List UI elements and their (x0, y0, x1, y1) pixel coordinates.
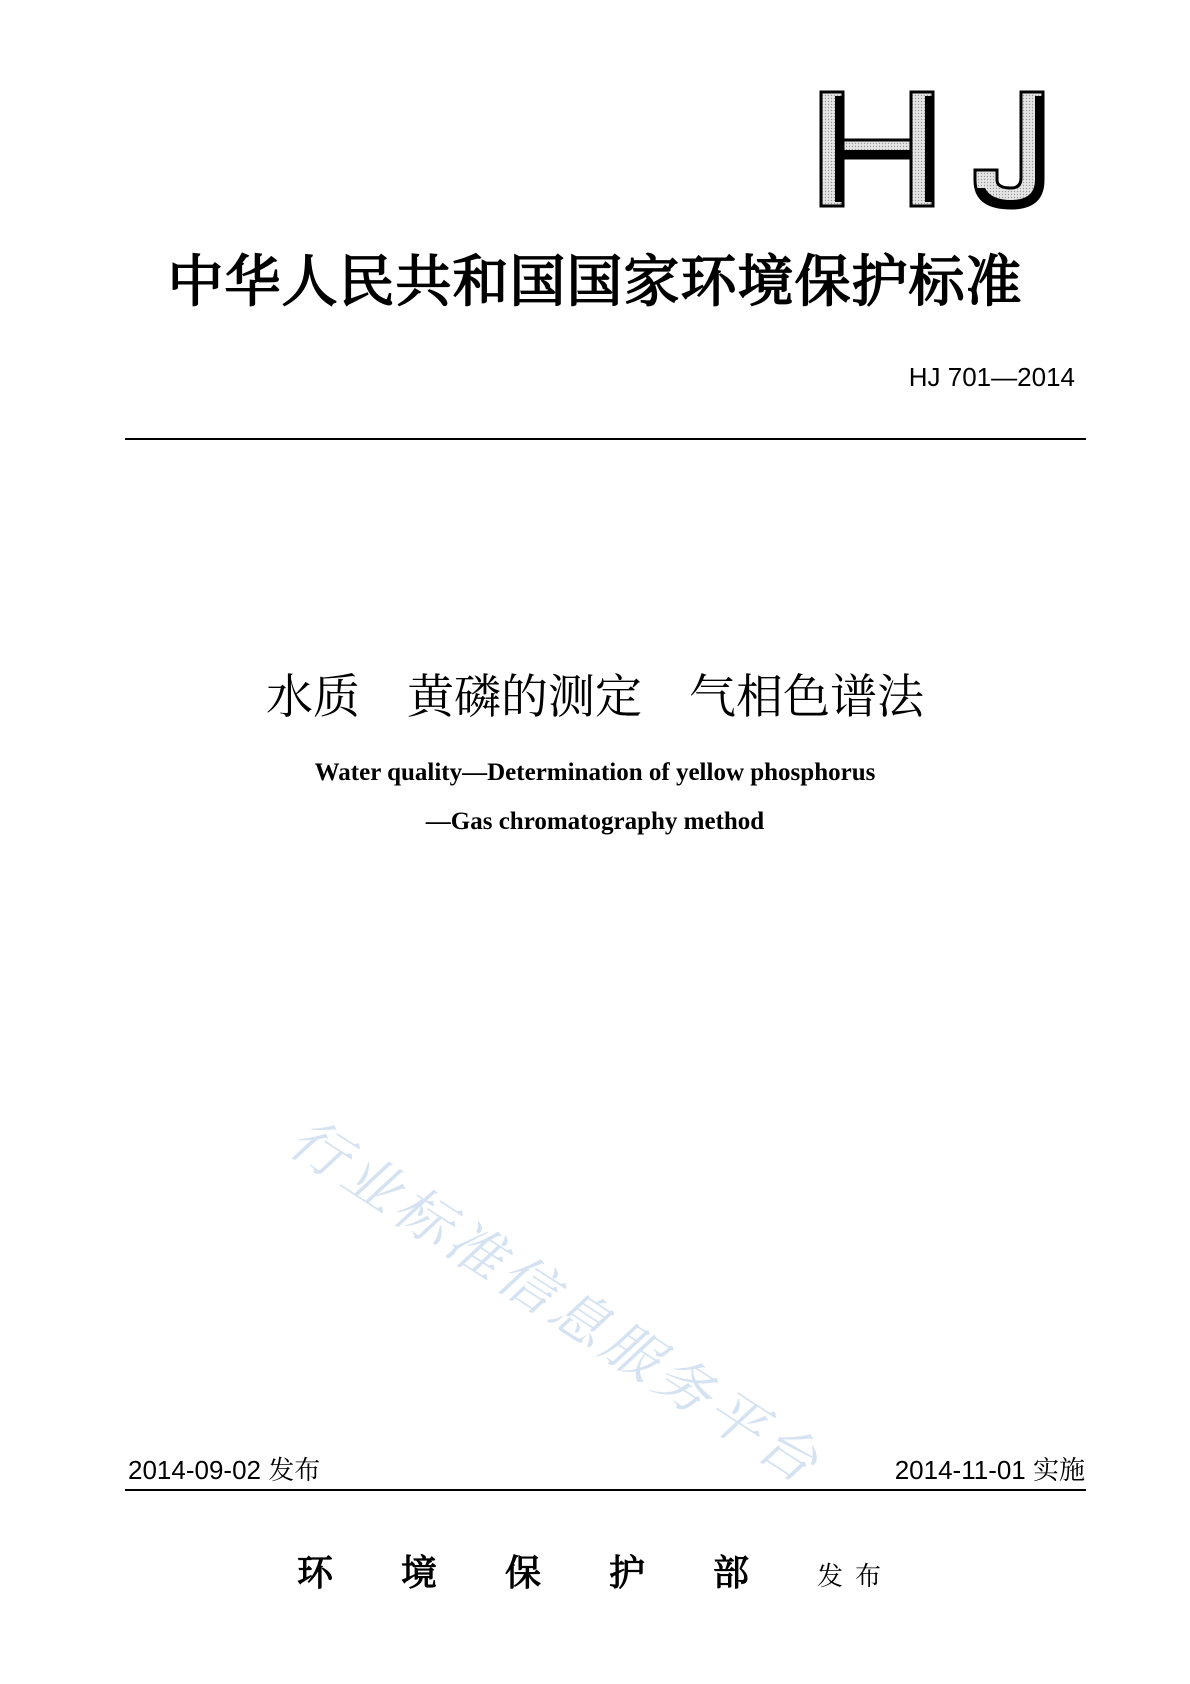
hj-logo (815, 88, 1055, 213)
publisher-line (0, 1545, 1190, 1596)
watermark: 行业标准信息服务平台 (277, 1106, 834, 1499)
top-divider (125, 438, 1086, 440)
standard-code: HJ 701—2014 (908, 362, 1075, 392)
document-title-en-line1: Water quality—Determination of yellow phosphorus (314, 759, 876, 786)
standard-title: 中华人民共和国国家环境保护标准 (167, 249, 1023, 315)
issue-date: 2014-09-02 发布 (128, 1455, 321, 1485)
document-title-cn: 水质 黄磷的测定 气相色谱法 (266, 670, 924, 725)
bottom-divider (125, 1489, 1086, 1491)
publisher-org: 环境保护部 (296, 1552, 817, 1594)
document-title-en-line2: —Gas chromatography method (425, 808, 765, 835)
effective-date: 2014-11-01 实施 (894, 1455, 1085, 1485)
publisher-action: 发布 (817, 1562, 894, 1592)
hj-logo-graphic (815, 88, 1055, 213)
